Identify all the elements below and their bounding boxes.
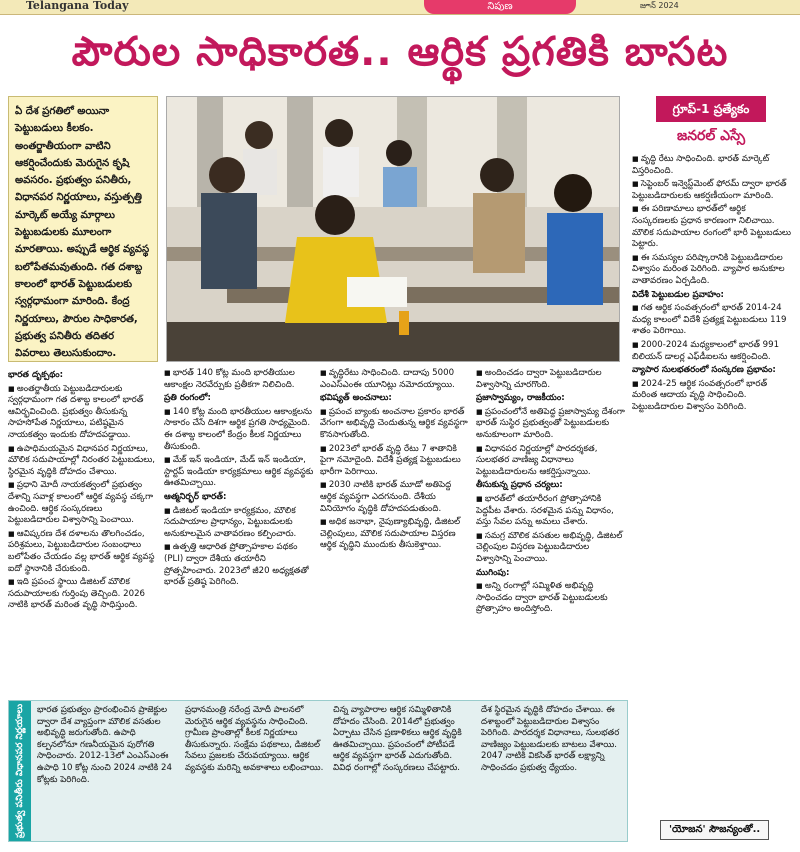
column-paragraph: ■ ప్రపంచ బ్యాంకు అంచనాల ప్రకారం భారత్ వేగంగా అభివృద్ధి చెందుతున్న ఆర్థిక వ్యవస్థగా కొనసాగుతోంది. — [320, 407, 470, 442]
bottom-column-3: చిన్న వ్యాపారాల ఆర్థిక సమ్మిళితానికి దోహదం చేసింది. 2014లో ప్రభుత్వం ఏర్పాటు చేసిన ప్రణాళికలు ఆర్థిక వృద్ధికి ఊతమిచ్చాయి. ప్రపంచంలో పోటీపడే ఆర్థిక వ్యవస్థగా భారత్ ఎదుగుతోంది. వివిధ రంగాల్లో సంస్కరణలు చేపట్టారు. — [333, 705, 462, 773]
column-paragraph: ■ 2030 నాటికి భారత్ మూడో అతిపెద్ద ఆర్థిక వ్యవస్థగా ఎదగనుంది. దేశీయ వినియోగం వృద్ధికి దోహదపడుతుంది. — [320, 480, 470, 515]
column-paragraph: ■ 2000-2024 మధ్యకాలంలో భారత్ 991 బిలియన్ డాలర్ల ఎఫ్‌డీఐలను ఆకర్షించింది. — [632, 340, 792, 363]
students-writing-exam-image — [167, 97, 620, 362]
column-paragraph: ■ సమగ్ర మౌలిక వసతుల అభివృద్ధి, డిజిటల్ చెల్లింపుల విస్తరణ పెట్టుబడిదారుల విశ్వాసాన్ని పెంచాయి. — [476, 531, 626, 566]
source-credit: 'యోజన' సౌజన్యంతో.. — [660, 820, 769, 840]
bottom-column-1: భారత ప్రభుత్వం ప్రారంభించిన ప్రాజెక్టుల ద్వారా దేశ వ్యాప్తంగా మౌలిక వసతుల అభివృద్ధి జరుగుతోంది. ఉపాధి కల్పనలోనూ గణనీయమైన పురోగతి సాధించారు. 2012-13లో ఎంఎస్‌ఎంఈ ఉపాధి 10 కోట్ల నుంచి 2024 నాటికి 24 కోట్లకు పెరిగింది. — [37, 705, 172, 785]
column-subheading: భవిష్యత్ అంచనాలు: — [320, 393, 392, 404]
column-subheading: ప్రతి రంగంలో: — [164, 393, 211, 404]
column-paragraph: ■ ఈ పరిణామాలు భారత్‌లో ఆర్థిక సంస్కరణలకు ప్రధాన కారణంగా నిలిచాయి. మౌలిక సదుపాయాల రంగంలో భారీ పెట్టుబడులు పెట్టారు. — [632, 204, 792, 250]
column-subheading: వ్యాపార సులభతరంలో సంస్కరణ ప్రభావం: — [632, 365, 776, 376]
bottom-section-label: ప్రభుత్వ పనితీరు విధానపర నిర్ణయాలు — [9, 701, 31, 841]
column-paragraph: ■ డిజిటల్ ఇండియా కార్యక్రమం, మౌలిక సదుపాయాల ప్రాధాన్యం, పెట్టుబడులకు అనుకూలమైన వాతావరణం కల్పించారు. — [164, 506, 314, 541]
column-paragraph: ■ ఉత్పత్తి ఆధారిత ప్రోత్సాహకాల పథకం (PLI) ద్వారా దేశీయ తయారీని ప్రోత్సహించారు. 2023లో జీ20 అధ్యక్షతతో భారత్ ప్రతిష్ఠ పెరిగింది. — [164, 542, 314, 588]
article-column-2 — [164, 368, 314, 694]
group-label: గ్రూప్-1 ప్రత్యేకం — [656, 96, 766, 122]
column-subheading: ఆత్మనిర్భర్ భారత్: — [164, 491, 227, 502]
column-paragraph: ■ సెప్టెంబర్ ఇన్వెస్ట్‌మెంట్ ఫోరమ్ ద్వారా భారత్ పెట్టుబడిదారులకు ఆకర్షణీయంగా మారింది. — [632, 179, 792, 202]
column-paragraph: ■ ఆవిష్కరణ దేశ దళాలను తొలగించడం, పరిశ్రమలు, పెట్టుబడిదారుల సంబంధాలు బలోపేతం చేయడం వల్ల భారత్ ఆర్థిక వ్యవస్థ ఐదో స్థానానికి చేరుకుంది. — [8, 529, 156, 575]
bottom-column-4: దేశ స్థిరమైన వృద్ధికి దోహదం చేశాయి. ఈ దశాబ్దంలో పెట్టుబడిదారుల విశ్వాసం పెరిగింది. పారదర్శక విధానాలు, సులభతర వాణిజ్యం పెట్టుబడులకు బాటలు వేశాయి. 2047 నాటికి వికసిత్ భారత్ లక్ష్యాన్ని సాధించడం ప్రభుత్వ ధ్యేయం. — [481, 705, 620, 773]
column-paragraph: ■ అంతర్జాతీయ పెట్టుబడిదారులకు స్వర్గధామంగా గత దశాబ్ద కాలంలో భారత్ ఆవిర్భవించింది. ప్రభుత్వం తీసుకున్న సాహసోపేత నిర్ణయాలు, పటిష్ఠమైన నాయకత్వం ఇందుకు దోహదపడ్డాయి. — [8, 384, 156, 442]
article-column-5 — [632, 154, 792, 814]
column-paragraph: ■ అధిక జనాభా, నైపుణ్యాభివృద్ధి, డిజిటల్ చెల్లింపులు, మౌలిక సదుపాయాల విస్తరణ ఆర్థిక వృద్ధిని ముందుకు తీసుకెళ్తాయి. — [320, 517, 470, 552]
column-paragraph: ■ ఉపాధిమయమైన విధానపర నిర్ణయాలు, మౌలిక సదుపాయాల్లో నిరంతర పెట్టుబడులు, స్థిరమైన వృద్ధికి దోహదం చేశాయి. — [8, 444, 156, 479]
bottom-boxed-section — [8, 700, 628, 842]
column-subheading: విదేశీ పెట్టుబడుల ప్రవాహం: — [632, 289, 724, 300]
column-paragraph: ■ వృద్ధిరేటు సాధించింది. దాదాపు 5000 ఎంఎస్‌ఎంఈ యూనిట్లు నమోదయ్యాయి. — [320, 368, 470, 391]
column-paragraph: ■ ప్రధాని మోదీ నాయకత్వంలో ప్రభుత్వం దేశాన్ని సవాళ్ల కాలంలో ఆర్థిక వ్యవస్థ చక్కగా ఉంచింది. ఆర్థిక సంస్కరణలు పెట్టుబడిదారుల విశ్వాసాన్ని పెంచాయి. — [8, 480, 156, 526]
section-logo: నిపుణ — [424, 0, 576, 14]
article-column-1 — [8, 368, 156, 694]
column-paragraph: ■ ఈ సమస్యల పరిష్కారానికి పెట్టుబడిదారుల విశ్వాసం మరింత పెరిగింది. వ్యాపార అనుకూల వాతావరణం ఏర్పడింది. — [632, 253, 792, 288]
issue-date: జూన్ 2024 — [640, 1, 679, 10]
column-paragraph: ■ విధానపర నిర్ణయాల్లో పారదర్శకత, సులభతర వాణిజ్య విధానాలు పెట్టుబడిదారులను ఆకర్షిస్తున్నాయి. — [476, 444, 626, 479]
column-paragraph: ■ భారత్ 140 కోట్ల మంది భారతీయుల ఆకాంక్షల నెరవేర్పుకు ప్రతీకగా నిలిచింది. — [164, 368, 314, 391]
column-paragraph: ■ భారత్‌లో తయారీరంగ ప్రోత్సాహానికి పెద్దపీట వేశారు. సరళమైన పన్ను విధానం, వస్తు సేవల పన్ను అమలు చేశారు. — [476, 494, 626, 529]
column-paragraph: ■ 2024-25 ఆర్థిక సంవత్సరంలో భారత్ మరింత ఆదాయ వృద్ధి సాధించింది. పెట్టుబడిదారుల విశ్వాసం పెరిగింది. — [632, 379, 792, 414]
column-paragraph: ■ గత ఆర్థిక సంవత్సరంలో భారత్ 2014-24 మధ్య కాలంలో విదేశీ ప్రత్యక్ష పెట్టుబడులు 119 శాతం పెరిగాయి. — [632, 303, 792, 338]
essay-section-label: జనరల్ ఎస్సే — [676, 128, 745, 144]
exam-hall-photo — [166, 96, 620, 362]
page-title: పౌరుల సాధికారత.. ఆర్థిక ప్రగతికి బాసట — [71, 29, 729, 75]
bottom-column-2: ప్రధానమంత్రి నరేంద్ర మోదీ పాలనలో మెరుగైన ఆర్థిక వ్యవస్థను సాధించింది. గ్రామీణ ప్రాంతాల్లో కీలక నిర్ణయాలు తీసుకున్నారు. సంక్షేమ పథకాలు, డిజిటల్ సేవలు ప్రజలకు చేరువయ్యాయి. ఆర్థిక వ్యవస్థకు మరిన్ని అవకాశాలు లభించాయి. — [185, 705, 324, 773]
column-paragraph: ■ అన్ని రంగాల్లో సమ్మిళిత అభివృద్ధి సాధించడం ద్వారా భారత్ పెట్టుబడులకు ప్రోత్సాహం అందిస్తోంది. — [476, 581, 626, 616]
column-subheading: తీసుకున్న ప్రధాన చర్యలు: — [476, 480, 563, 491]
sidebar-header — [630, 96, 792, 147]
article-column-4 — [476, 368, 626, 694]
masthead: Telangana Today — [26, 0, 129, 12]
article-column-3 — [320, 368, 470, 694]
column-paragraph: ■ మేక్ ఇన్ ఇండియా, మేడ్ ఇన్ ఇండియా, స్టార్టప్ ఇండియా కార్యక్రమాలు ఆర్థిక వ్యవస్థకు ఊతమిచ్చాయి. — [164, 455, 314, 490]
column-subheading: భారత దృక్పథం: — [8, 370, 64, 380]
column-paragraph: ■ అందించడం ద్వారా పెట్టుబడిదారుల విశ్వాసాన్ని చూరగొంది. — [476, 368, 626, 391]
intro-box: ఏ దేశ ప్రగతిలో అయినా పెట్టుబడులు కీలకం. అంతర్జాతీయంగా వాటిని ఆకర్షించేందుకు మెరుగైన కృషి అవసరం. ప్రభుత్వం పనితీరు, విధానపర నిర్ణయాలు, వస్తుత్పత్తి మార్కెట్ అయ్యే మార్గాలు పెట్టుబడులకు మూలంగా మారతాయి. అప్పుడే ఆర్థిక వ్యవస్థ బలోపేతమవుతుంది. గత దశాబ్ద కాలంలో భారత్ పెట్టుబడులకు స్వర్గధామంగా మారింది. కేంద్ర నిర్ణయాలు, పౌరుల సాధికారత, ప్రభుత్వ పనితీరు తదితర వివరాలు తెలుసుకుందాం. — [8, 96, 158, 362]
column-paragraph: ■ 2023లో భారత్ వృద్ధి రేటు 7 శాతానికి పైగా నమోదైంది. విదేశీ ప్రత్యక్ష పెట్టుబడులు భారీగా పెరిగాయి. — [320, 444, 470, 479]
column-paragraph: ■ ఇది ప్రపంచ స్థాయి డిజిటల్ మౌలిక సదుపాయాలకు గుర్తింపు తెచ్చింది. 2026 నాటికి భారత్ మరింత వృద్ధి సాధిస్తుంది. — [8, 577, 156, 612]
column-paragraph: ■ వృద్ధి రేటు సాధించింది. భారత్ మార్కెట్ విస్తరించింది. — [632, 154, 792, 177]
column-subheading: ప్రజాస్వామ్యం, రాజకీయం: — [476, 393, 565, 404]
column-subheading: ముగింపు: — [476, 567, 510, 578]
column-paragraph: ■ 140 కోట్ల మంది భారతీయుల ఆకాంక్షలను సాకారం చేసే దిశగా ఆర్థిక ప్రగతి సాధ్యమైంది. ఈ దశాబ్ద కాలంలో కేంద్రం కీలక నిర్ణయాలు తీసుకుంది. — [164, 407, 314, 453]
column-paragraph: ■ ప్రపంచంలోనే అతిపెద్ద ప్రజాస్వామ్య దేశంగా భారత్ సుస్థిర ప్రభుత్వంతో పెట్టుబడులకు అనుకూలంగా మారింది. — [476, 407, 626, 442]
